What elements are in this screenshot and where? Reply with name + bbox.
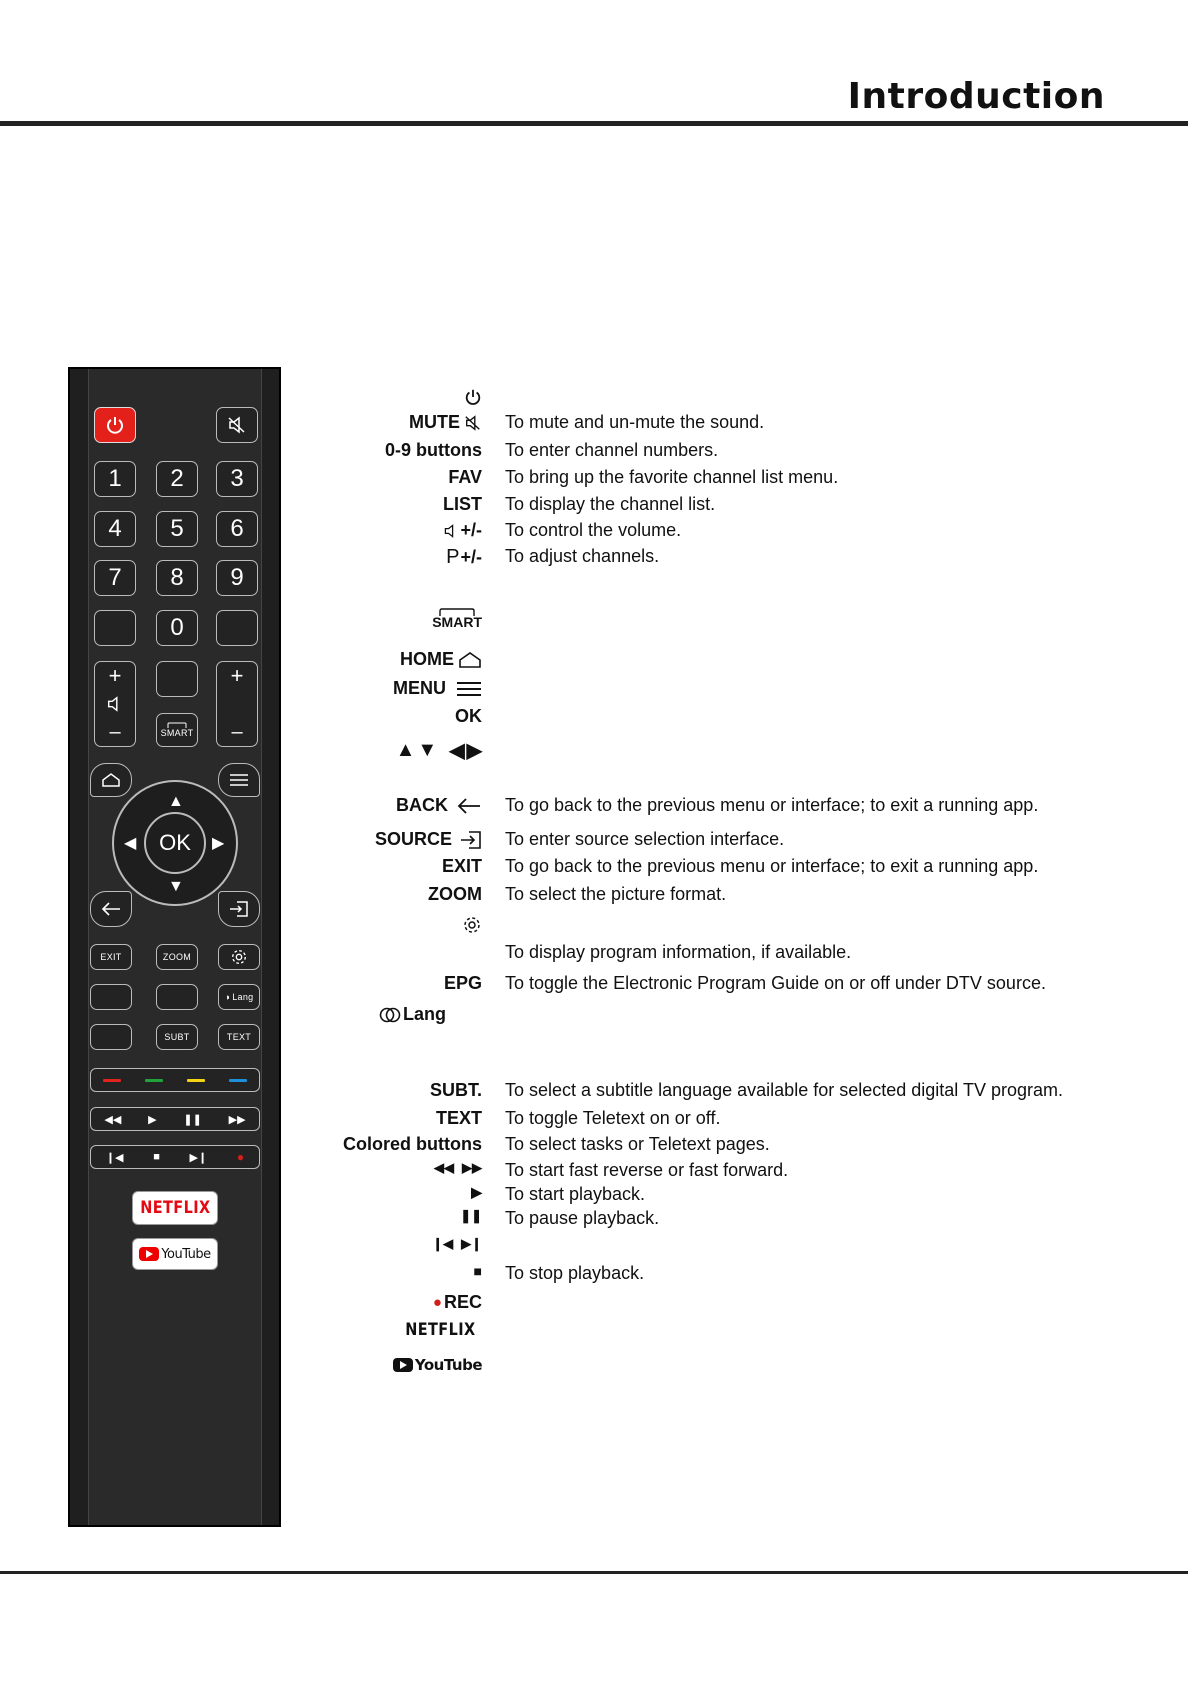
speaker-icon: [106, 695, 124, 713]
gear-icon: [230, 948, 248, 966]
youtube-play-icon: [393, 1358, 413, 1372]
key-channel: [446, 546, 482, 569]
key-list: LIST: [443, 494, 482, 514]
youtube-button[interactable]: [132, 1238, 218, 1270]
mute-icon: [464, 414, 482, 432]
key-exit: EXIT: [441, 856, 482, 876]
key-rec-label: REC: [443, 1292, 482, 1312]
plus-icon: +: [230, 663, 244, 688]
down-arrow-icon: ▼: [417, 739, 438, 761]
key-settings: [462, 915, 482, 935]
key-menu: [393, 678, 482, 699]
digit-2-button[interactable]: 2: [156, 461, 198, 497]
youtube-label: YouTube: [414, 1356, 482, 1374]
speaker-icon: [443, 522, 459, 540]
desc-colored: To select tasks or Teletext pages.: [505, 1134, 770, 1154]
mute-icon: [227, 415, 247, 435]
minus-icon: –: [231, 721, 243, 743]
power-button[interactable]: [94, 407, 136, 443]
desc-info: To display program information, if available.: [505, 942, 852, 962]
menu-icon: [229, 773, 249, 787]
navigation-pad: [112, 780, 238, 906]
minus-icon: –: [109, 721, 121, 743]
key-subt: SUBT.: [429, 1080, 482, 1100]
desc-mute: To mute and un-mute the sound.: [505, 412, 765, 432]
previous-icon: ❙◀: [432, 1236, 454, 1251]
key-epg: EPG: [443, 973, 482, 993]
key-mute: [409, 412, 482, 433]
desc-list: To display the channel list.: [505, 494, 716, 514]
fav-button[interactable]: [94, 610, 136, 646]
key-fav: FAV: [448, 467, 482, 487]
down-arrow-button[interactable]: ▼: [168, 878, 184, 895]
desc-digits: To enter channel numbers.: [505, 440, 719, 460]
digit-5-button[interactable]: 5: [156, 511, 198, 547]
source-icon: [460, 831, 482, 849]
digit-1-button[interactable]: 1: [94, 461, 136, 497]
rewind-button[interactable]: ◀◀: [104, 1113, 122, 1126]
blue-button[interactable]: [229, 1079, 247, 1082]
digit-6-button[interactable]: 6: [216, 511, 258, 547]
page-title: Introduction: [847, 76, 1105, 117]
desc-stop: To stop playback.: [505, 1263, 645, 1283]
digit-3-button[interactable]: 3: [216, 461, 258, 497]
fast-forward-button[interactable]: ▶▶: [228, 1113, 246, 1126]
epg-button[interactable]: [156, 984, 198, 1010]
media-button-bar: [90, 1145, 260, 1169]
play-button[interactable]: ▶: [148, 1113, 157, 1126]
right-arrow-button[interactable]: ▶: [212, 835, 225, 852]
next-button[interactable]: ▶❙: [189, 1151, 208, 1164]
key-play: [471, 1184, 482, 1201]
pause-icon: ❚❚: [460, 1208, 482, 1223]
digit-0-button[interactable]: 0: [156, 610, 198, 646]
blank-button[interactable]: [90, 1024, 132, 1050]
key-stop: [474, 1263, 482, 1279]
key-rec: [433, 1292, 482, 1313]
desc-fav: To bring up the favorite channel list menu.: [505, 467, 839, 487]
key-mute-label: MUTE: [409, 412, 460, 432]
gear-icon: [462, 915, 482, 935]
key-youtube: [393, 1356, 482, 1374]
record-dot-icon: ●: [432, 1294, 442, 1311]
settings-button[interactable]: [218, 944, 260, 970]
key-back: [396, 795, 482, 816]
blank-button[interactable]: [156, 661, 198, 697]
digit-4-button[interactable]: 4: [94, 511, 136, 547]
netflix-logo: NETFLIX: [139, 1198, 211, 1218]
rewind-icon: ◀◀: [434, 1160, 454, 1175]
desc-text: To toggle Teletext on or off.: [505, 1108, 721, 1128]
desc-epg: To toggle the Electronic Program Guide on or off under DTV source.: [505, 973, 1046, 993]
key-zoom: ZOOM: [428, 884, 482, 904]
youtube-play-icon: [139, 1247, 159, 1261]
desc-subt: To select a subtitle language available for selected digital TV program.: [505, 1080, 1063, 1100]
desc-pause: To pause playback.: [505, 1208, 660, 1228]
back-arrow-icon: [456, 798, 482, 814]
desc-source: To enter source selection interface.: [505, 829, 785, 849]
youtube-logo: [393, 1356, 482, 1374]
desc-back: To go back to the previous menu or interface; to exit a running app.: [505, 795, 1039, 815]
home-icon: [458, 651, 482, 669]
lang-label: Lang: [232, 992, 254, 1002]
key-ok: OK: [455, 706, 482, 726]
zoom-button[interactable]: ZOOM: [156, 944, 198, 970]
desc-rewind-forward: To start fast reverse or fast forward.: [505, 1160, 789, 1180]
previous-button[interactable]: ❙◀: [105, 1151, 124, 1164]
desc-volume: To control the volume.: [505, 520, 682, 540]
home-button[interactable]: [90, 763, 132, 797]
play-icon: ▶: [471, 1184, 482, 1200]
stop-icon: ■: [473, 1263, 482, 1279]
power-icon: [105, 415, 125, 435]
key-prev-next: [432, 1236, 482, 1252]
smart-label: SMART: [160, 728, 194, 738]
plus-icon: +: [108, 663, 122, 688]
yellow-button[interactable]: [187, 1079, 205, 1082]
mute-button[interactable]: [216, 407, 258, 443]
desc-play: To start playback.: [505, 1184, 646, 1204]
key-source: [375, 829, 482, 850]
key-home-label: HOME: [400, 649, 454, 669]
key-back-label: BACK: [396, 795, 448, 815]
digit-8-button[interactable]: 8: [156, 560, 198, 596]
key-lang: [379, 1004, 446, 1025]
smart-button[interactable]: [156, 713, 198, 747]
youtube-label: YouTube: [161, 1246, 211, 1262]
footer-rule: [0, 1571, 1188, 1574]
key-volume: [443, 520, 482, 541]
key-home: [400, 649, 482, 670]
source-icon: [229, 901, 249, 917]
header-rule: [0, 121, 1188, 126]
netflix-logo: NETFLIX: [405, 1320, 476, 1340]
red-button[interactable]: [103, 1079, 121, 1082]
left-arrow-icon: ◀: [449, 740, 465, 762]
audio-lang-icon: ◑: [224, 992, 231, 1002]
key-arrows: [396, 738, 482, 763]
desc-zoom: To select the picture format.: [505, 884, 727, 904]
left-arrow-button[interactable]: ◀: [124, 835, 137, 852]
key-volume-label: +/-: [460, 520, 482, 540]
menu-icon: [456, 681, 482, 697]
back-arrow-icon: [100, 902, 122, 916]
info-button[interactable]: [90, 984, 132, 1010]
lang-button[interactable]: [218, 984, 260, 1010]
home-icon: [101, 772, 121, 788]
right-arrow-icon: ▶: [466, 740, 482, 762]
digit-7-button[interactable]: 7: [94, 560, 136, 596]
key-colored: Colored buttons: [343, 1134, 482, 1154]
key-text: TEXT: [435, 1108, 482, 1128]
menu-button[interactable]: [218, 763, 260, 797]
channel-rocker[interactable]: [216, 661, 258, 747]
subt-button[interactable]: SUBT: [156, 1024, 198, 1050]
key-source-label: SOURCE: [374, 829, 452, 849]
record-button[interactable]: ●: [236, 1150, 245, 1164]
list-button[interactable]: [216, 610, 258, 646]
color-button-bar: [90, 1068, 260, 1092]
ok-button[interactable]: OK: [144, 812, 206, 874]
netflix-button[interactable]: [132, 1191, 218, 1225]
desc-exit: To go back to the previous menu or interface; to exit a running app.: [505, 856, 1039, 876]
desc-channel: To adjust channels.: [505, 546, 660, 566]
source-button[interactable]: [218, 891, 260, 927]
audio-lang-icon: [379, 1007, 401, 1023]
youtube-logo: [139, 1247, 210, 1262]
up-arrow-icon: ▲: [395, 739, 416, 761]
key-pause: [460, 1208, 482, 1224]
key-digits: 0-9 buttons: [385, 440, 482, 460]
up-arrow-button[interactable]: ▲: [168, 793, 184, 810]
playback-button-bar: [90, 1107, 260, 1131]
key-smart-label: SMART: [432, 614, 482, 630]
green-button[interactable]: [145, 1079, 163, 1082]
text-button[interactable]: TEXT: [218, 1024, 260, 1050]
next-icon: ▶❙: [461, 1236, 482, 1251]
stop-button[interactable]: ■: [153, 1151, 160, 1163]
power-icon: [464, 388, 482, 406]
fast-forward-icon: ▶▶: [462, 1160, 482, 1175]
volume-rocker[interactable]: [94, 661, 136, 747]
remote-control-illustration: [68, 367, 281, 1527]
pause-button[interactable]: ❚❚: [183, 1113, 202, 1126]
key-menu-label: MENU: [393, 678, 446, 698]
back-button[interactable]: [90, 891, 132, 927]
channel-p-icon: P: [446, 546, 460, 568]
exit-button[interactable]: EXIT: [90, 944, 132, 970]
key-rewind-forward: [434, 1160, 482, 1176]
key-channel-label: +/-: [460, 547, 482, 567]
digit-9-button[interactable]: 9: [216, 560, 258, 596]
key-netflix: [399, 1320, 482, 1340]
key-power: [464, 388, 482, 406]
key-smart: [432, 608, 482, 630]
key-lang-label: Lang: [403, 1004, 446, 1024]
